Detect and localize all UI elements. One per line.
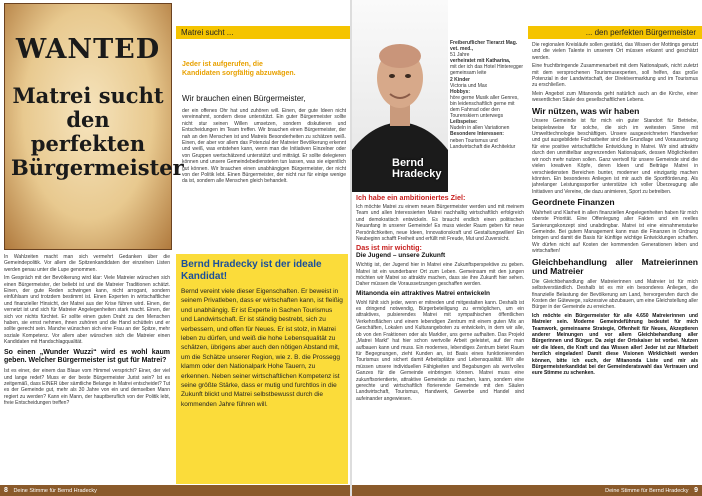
wanted-title: WANTED	[15, 34, 161, 65]
finance-heading: Geordnete Finanzen	[532, 197, 615, 208]
page-number-right: 9	[694, 487, 698, 494]
goal-heading: Ich habe ein ambitioniertes Ziel:	[356, 194, 466, 202]
closing-text: Ich möchte ein Bürgermeister für alle 4.650 Matreierinnen und Matreier sein. Moderne Gemeindeführung bedeutet für mich Teamwork, gemeinsame Strategie, Offenheit für Neues, Akzeptieren anderer Meinungen und vor allem Gleichbehandlung aller Bürgerinnen und Bürger. Da zeigt der Ortskaiser ist vorbei. Nutzen wir die Ideen, die Kraft und das Wissen aller! Jeder ist zur Mitarbeit herzlich eingeladen! Damit diese Visionen Wirklichkeit werden können, bitte ich euch, der Mitanonda Liste und mir als Bürgermeisterkandidat bei der Gemeinderatswahl das Vertrauen und eure Stimme zu schenken.	[532, 312, 698, 377]
equality-text: Die Gleichbehandlung aller Matreierinnen und Matreier ist für mich selbstverständlich. Deshalb ist es mir ein besonderes Anliegen, die finanzielle Belastung der Bevölkerung am Land, hervorgerufen durch die Kosten der Gütewege, sukzessive abzubauen, um eine Gleichstellung aller Bürger in der Gemeinde zu erreichen.	[532, 278, 698, 311]
portrait-name	[392, 158, 442, 180]
c2-para-2: Eine fruchtbringende Zusammenarbeit mit dem Nationalpark, nicht zuletzt mit dem versprochenen Tourismusexperten, soll helfen, das große Potenzial in der Landwirtschaft, der Direktvermarktung und im Tourismus zu erschließen.	[532, 63, 698, 89]
important-heading: Das ist mir wichtig:	[356, 243, 422, 253]
col2-body: der ein offenes Ohr hat und zuhören will. Einen, der gute Ideen nicht vereinnahmt, sondern diese unterstützt. Ein guter Bürgermeister sollte nicht stur seinen Willen umsetzen, sondern diskutieren und Entscheidungen im Team treffen. Wir brauchen einen Bürgermeister, der nah an den Menschen ist und Matreis Besonderheiten zu schätzen weiß. Einen, der aber vor allem das Potenzial der Matreier Bevölkerung erkennt und weiß, was entstehen kann, wenn man die Initiativen Einzelner oder von Gruppen wertschätzend unterstützt und mitträgt. Er sollte delegieren können und unsere Gemeindebediensteten tun lassen, was sie eigentlich gut können. Wir brauchen einen unabhängigen Bürgermeister, der nicht von der Politik lebt. Einen Bürgermeister, der nicht nur für einige wenige da ist, sondern alle Menschen gleich behandelt.	[182, 108, 346, 185]
col1-para-3: Ist es einer, der einem das Blaue vom Himmel verspricht? Einer, der viel und lange redet? Muss er der beste Bürgermeister Jurist sein? Ist es zeitgemäß, dass EINER über sämtliche Belange in Matrei entscheidet? Tut es der Gemeinde gut, mehr als 30 Jahre von ein und demselben Mann regiert zu werden? Kann ein Mann, der hauptberuflich von der Politik lebt, freie Entscheidungen treffen?	[4, 368, 170, 407]
lead-line-1: Jeder ist aufgerufen, die	[182, 61, 263, 68]
fact-7: höre gerne Musik aller Genres, bin leidenschaftlich gerne mit dem Fahrrad oder den Tourenskiern unterwegs	[450, 94, 519, 120]
resources-text: Unsere Gemeinde ist für mich ein guter Standort für Betriebe, beispielsweise für solche, die sich im weitesten Sinne mit Umwelttechnologie beschäftigen. Unsere ausgezeichneten Handwerker und gut ausgebildete Facharbeiter sind die Grundlage und Voraussetzung für eine positive wirtschaftliche Entwicklung in Matrei. Wir sind attraktiv durch den unmittelbar angrenzenden Nationalpark, dessen Möglichkeiten wir noch mehr nutzen sollen. Ganz wertvoll für unsere Gemeinde sind die vielen kreativen Köpfe, deren Ideen und Beiträge Matrei in verschiedensten Bereichen bunter, moderner und einzigartig machen könnten. Ein besonderes Anliegen ist mir auch die Sportförderung. Als jahrelanger Leistungssportler unterstütze ich voller Überzeugung alle Initiativen und Vereine, die dazu animieren, Sport zu betreiben.	[532, 118, 698, 195]
wanted-poster	[4, 3, 184, 250]
youth-text: Wichtig ist, der Jugend hier in Matrei eine Zukunftsperspektive zu geben. Matrei ist ein wunderbarer Ort zum Leben. Gemeinsam mit den jungen möchten wir Matrei so attraktiv machen, dass sie ihre Zukunft hier sehen. Daher müssen die Voraussetzungen geschaffen werden.	[356, 262, 524, 288]
portrait-name-line-1: Bernd	[392, 157, 424, 169]
col1-para-1: In Wahlzeiten macht man sich vermehrt Gedanken über die Gemeindepolitik. Vor allem die Spitzenkandidaten der einzelnen Listen werden genau unter die Lupe genommen.	[4, 254, 170, 273]
equality-heading: Gleichbehandlung aller Matreierinnen und Matreier	[532, 256, 698, 277]
subhead-mayor: Wir brauchen einen Bürgermeister,	[182, 94, 306, 103]
left-footer	[0, 485, 350, 496]
left-page	[0, 0, 350, 496]
resources-heading: Wir nützen, was wir haben	[532, 105, 640, 116]
wanted-headline-line-3: Bürgermeister	[11, 155, 184, 180]
c2-para-3: Mein Angebot zum Mitanonda geht natürlich auch an die Kirche, einer wesentlichen Säule des gesellschaftlichen Lebens.	[532, 90, 698, 104]
finance-text: Wahrheit und Klarheit in allen finanziellen Angelegenheiten haben für mich oberste Priorität. Eine Offenlegung aller Fakten und ein reelles Sanierungskonzept sind unabdingbar. Matrei ist eine einnahmenstarke Gemeinde. Bei gutem Management kann man die Finanzen in Ordnung bringen und damit die Basis für künftige wichtige Entwicklungen schaffen. Wir dürfen nicht auf Kosten der kommenden Generationen leben und wirtschaften!	[532, 209, 698, 255]
col1-body	[4, 254, 170, 485]
c2-para-1: Die regionalen Kreisläufe sollen gestärkt, das Wissen der Mottings genutzt und die vielen Talente in unserem Ort müssen erkannt und geschätzt werden.	[532, 42, 698, 61]
section-bar-left: Matrei sucht ...	[176, 26, 350, 39]
fact-0: Freiberuflicher Tierarzt Mag. vet. med.,	[450, 40, 518, 53]
lead-line-2: Kandidaten sorgfältig abzuwägen.	[182, 70, 296, 77]
fact-11: neben Tourismus und Landwirtschaft die Architektur	[450, 137, 516, 150]
develop-subhead: Mitanonda ein attraktives Matrei entwickeln	[356, 289, 491, 297]
page-number-left: 8	[4, 487, 8, 494]
fact-3: mit der ich das Hotel Hinteregger gemeinsam leite	[450, 64, 524, 77]
fact-5: Victoria und Max	[450, 82, 488, 89]
fact-10: Besondere Interessen:	[450, 131, 504, 138]
candidate-facts	[450, 40, 524, 150]
youth-subhead: Die Jugend – unsere Zukunft	[356, 252, 446, 260]
fact-2: verheiratet mit Katharina,	[450, 58, 511, 65]
footer-text-right: Deine Stimme für Bernd Hradecky	[605, 488, 689, 494]
right-page	[352, 0, 702, 496]
candidate-box	[176, 254, 348, 484]
col1-heading: So einen „Wunder Wuzzi“ wird es wohl kaum geben. Welcher Bürgermeister ist gut für Matrei?	[4, 348, 170, 364]
section-bar-right: ... den perfekten Bürgermeister	[528, 26, 702, 39]
candidate-portrait	[352, 0, 448, 192]
right-col1-body	[356, 194, 524, 484]
fact-4: 2 Kinder	[450, 76, 471, 83]
goal-text: Ich möchte Matrei zu einem neuen Bürgermeister werden und mit meinem Team und allen Interessierten Matrei nachhaltig wirtschaftlich erfolgreich und demokratisch entwickeln. Es braucht endlich einen politischen Neuanfang in unserer Gemeinde! Es muss wieder Raum geben für neue Persönlichkeiten, neue Ideen, Innovationskraft und Gestaltungswillen! Ein Neubeginn schafft Freiheit und erfüllt mit Freude, Mut und Zuversicht.	[356, 204, 524, 243]
portrait-name-line-2: Hradecky	[392, 168, 442, 180]
fact-8: Leibspeise:	[450, 119, 478, 126]
develop-text: Wohl fühlt sich jeder, wenn er mitreden und mitgestalten kann. Deshalb ist es dringend notwendig, Bürgerbeteiligung zu ermöglichen, um ein attraktives, pulsierendes Matrei mit sympathischen öffentlichen Verkehrsflächen und einem lebendigen Zentrum mit einem guten Mix an Geschäften, Lokalen und Kulturangeboten zu entwickeln, in dem wir alle, ob von den Fraktionen oder als Marktler, uns gerne aufhalten. Das Projekt „Matrei Markt“ hat hier schon wertvolle Arbeit geleistet, auf der man aufbauen kann und muss. Ein modernes, lebendiges Zentrum bietet Raum für Begegnungen, zieht Kunden an, ist Basis eines funktionierenden Tourismus und sichert damit Arbeitsplätze und Lebensqualität. Wir alle müssen unsere individuellen Fähigkeiten und Begabungen als wertvolles Ganzes für die Gemeinde einbringen können. Matrei muss eine zukunftsorientierte, attraktive Gemeinde zu machen, kann, sondern eine gerechte und wirtschaftlich florierende Gemeinde mit den Säulen Landwirtschaft, Tourismus, Handwerk, Gewerbe und Handel sind aufeinander angewiesen.	[356, 299, 524, 402]
wanted-headline-line-1: Matrei sucht	[12, 83, 164, 108]
right-footer	[352, 485, 702, 496]
fact-9: Nudeln in allen Variationen	[450, 125, 510, 132]
fact-1: 51 Jahre	[450, 52, 470, 59]
wanted-headline	[11, 83, 184, 180]
candidate-box-text: Bernd vereint viele dieser Eigenschaften. Er beweist in seinem Privatleben, dass er wirtschaften kann, ist fleißig und unabhängig. Er ist Experte in Sachen Tourismus und Landwirtschaft. Er ist ständig bestrebt, sich zu verbessern, und offen für Neues. Er ist stolz, in Matrei leben zu dürfen, und weiß die hohe Lebensqualität zu schätzen, übrigens aber auch den nötigen Abstand mit, um die Schätze unserer Region, wie z. B. die Prossegg klamm oder den Nationalpark Hohe Tauern, zu erkennen. Neben seiner wirtschaftlichen Kompetenz ist seine größte Stärke, dass er mutig und furchtlos in die Zukunft blickt und Matrei selbstbewusst durch die kommenden Jahre führen will.	[181, 288, 343, 408]
candidate-box-title: Bernd Hradecky ist der ideale Kandidat!	[181, 259, 322, 282]
right-col2-body	[532, 42, 698, 484]
lead-text	[182, 60, 346, 78]
wanted-headline-line-2: den perfekten	[30, 107, 146, 156]
fact-6: Hobbys:	[450, 88, 470, 95]
footer-text-left: Deine Stimme für Bernd Hradecky	[13, 488, 97, 494]
col1-para-2: Im Gespräch mit der Bevölkerung wird klar: Viele Matreier wünschen sich einen Bürgermeister, der beliebt ist und die Matreier Traditionen schätzt. Einen, der gute Reden schwingen kann, nicht arrogant, sondern einfühlsam und trotzdem bestimmt ist. Einen Experten in wirtschaftlicher und finanzieller Hinsicht, der Matrei aus der Krise führen wird. Einen, der vernetzt ist und sich für Matreier Angelegenheiten stark macht. Einen, der sich vor nichts fürchtet. Er sollte einen guten Draht zu den Menschen haben, sie ernst nehmen, ihnen zuhören und die Hand schütteln und er sollte gerecht sein. Manche wünschen sich eine Frau an der Spitze, mehr soziale Kompetenz. Vor allem aber wünschen sich die Matreier einen Kandidaten mit Handschlagqualität.	[4, 275, 170, 346]
